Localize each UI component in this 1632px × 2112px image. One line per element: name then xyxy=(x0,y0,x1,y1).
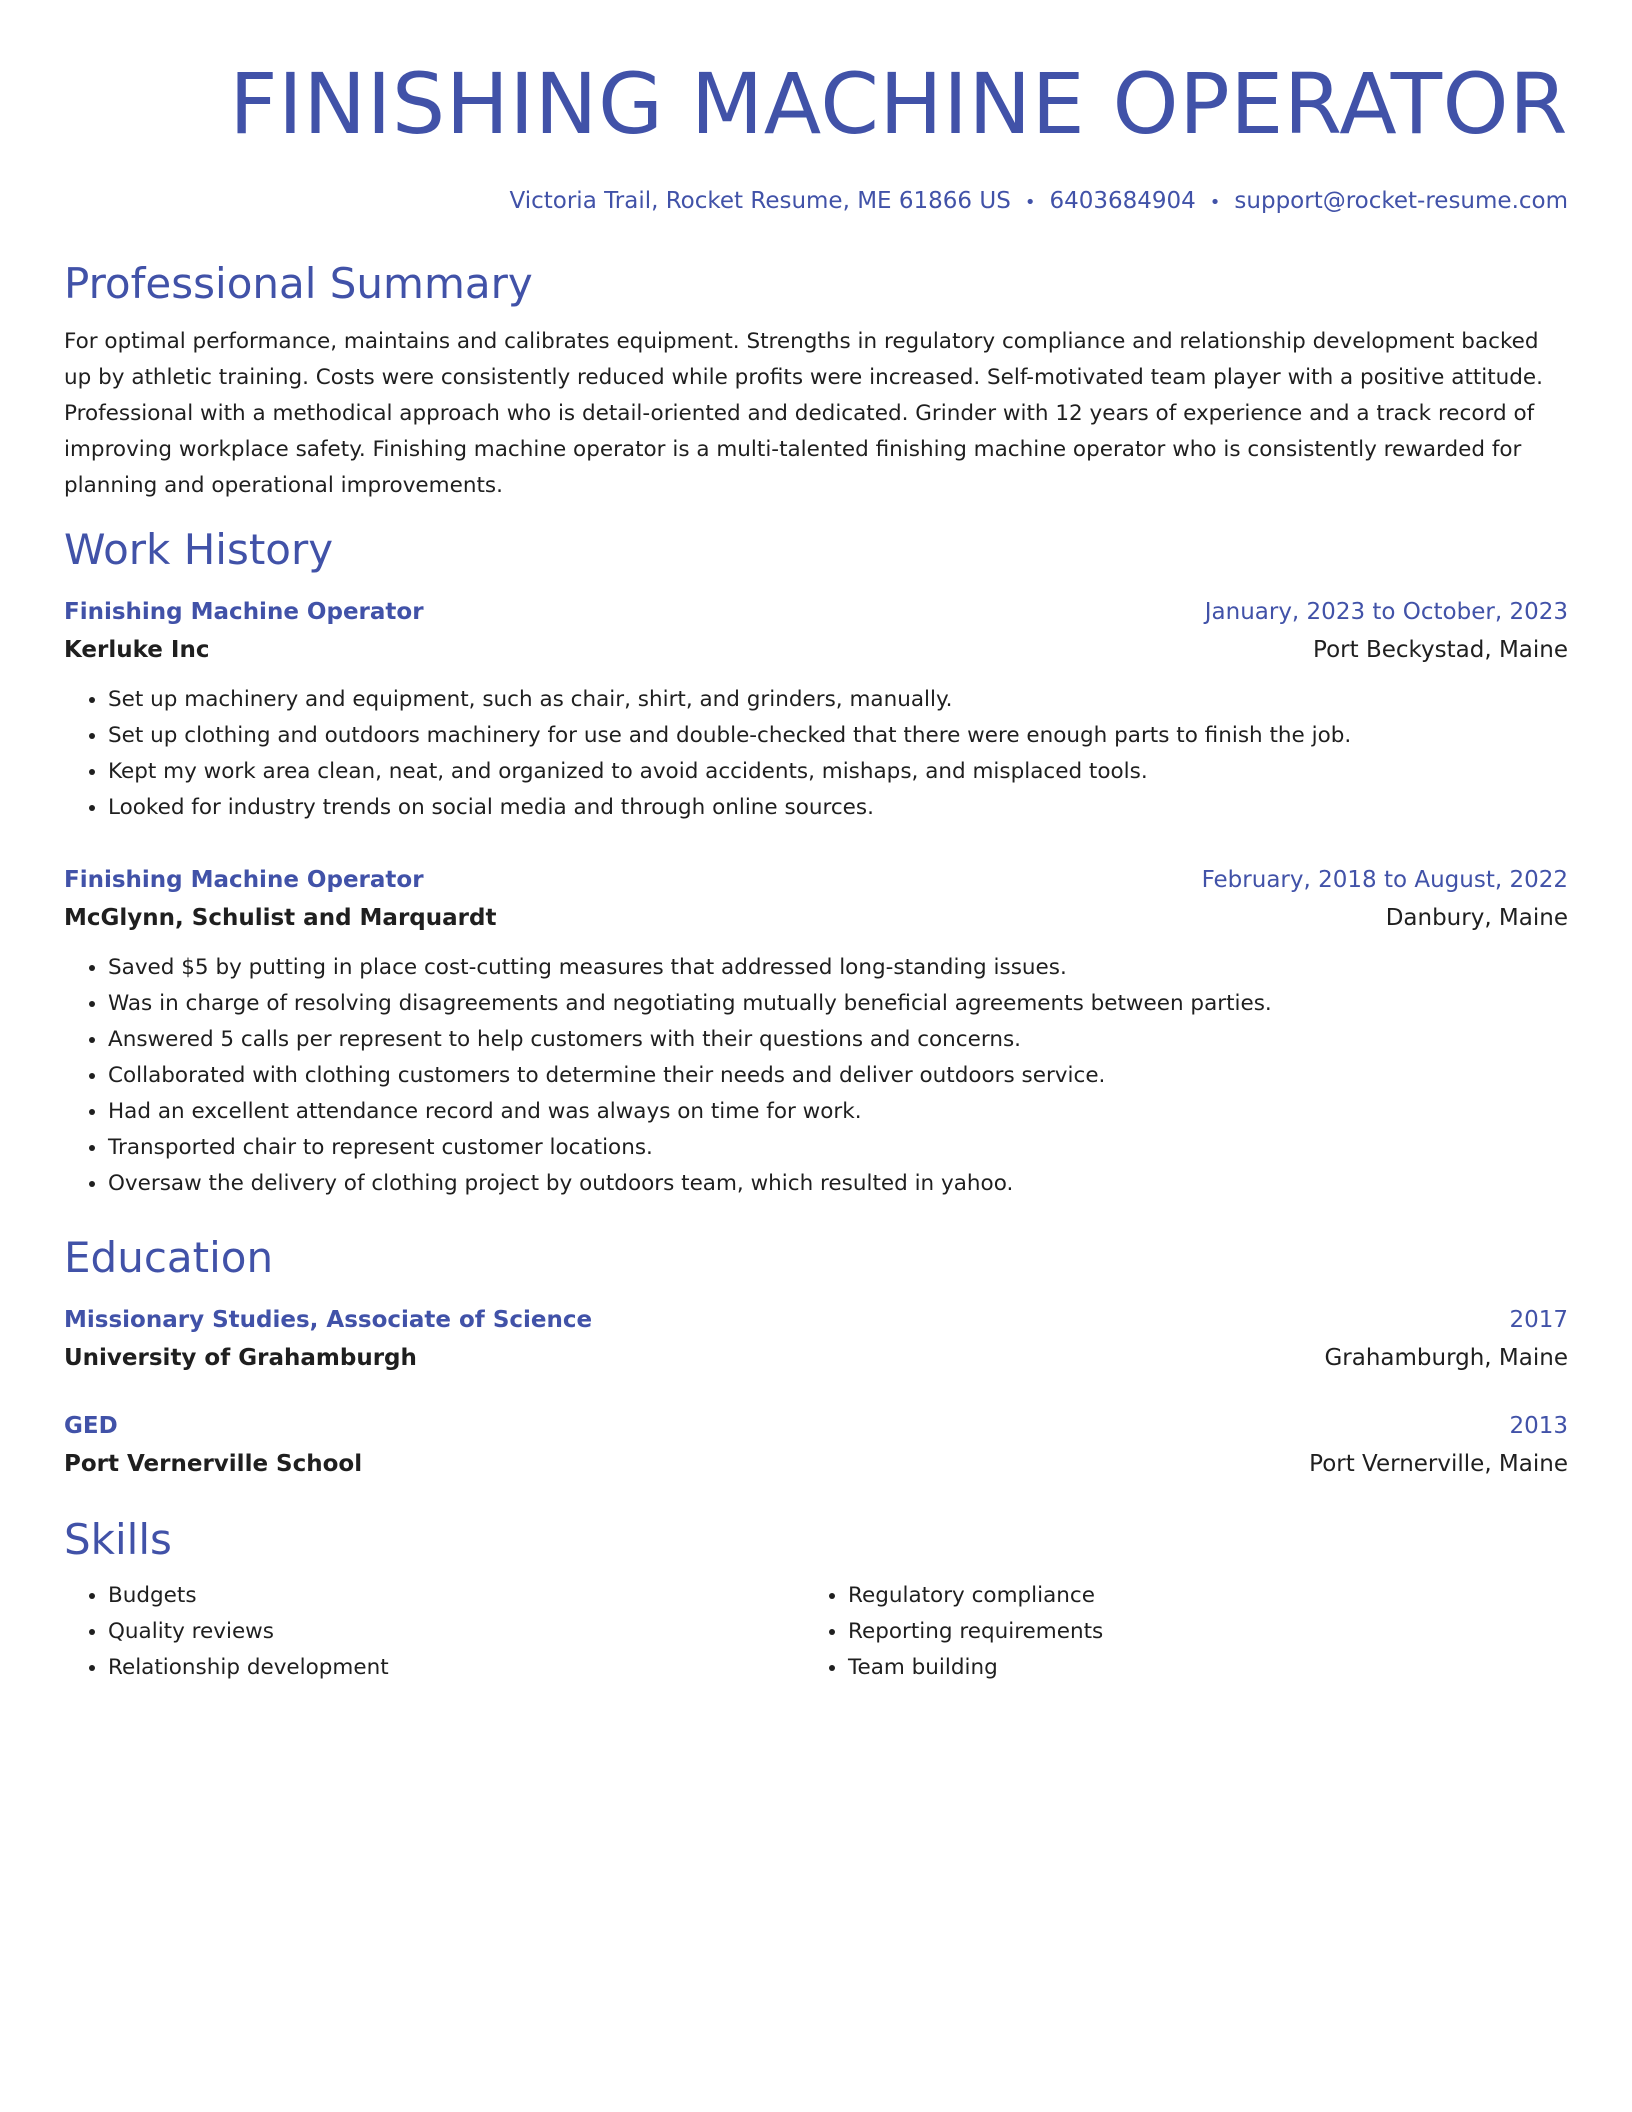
skills-columns xyxy=(64,1578,1568,1686)
degree-year: 2017 xyxy=(1509,1307,1568,1333)
candidate-title: FINISHING MACHINE OPERATOR xyxy=(229,55,1568,153)
contact-line xyxy=(64,186,1568,218)
job-dates: January, 2023 to October, 2023 xyxy=(1204,599,1568,625)
contact-phone: 6403684904 xyxy=(1049,188,1196,214)
job-entry xyxy=(64,862,1568,1202)
school-name: University of Grahamburgh xyxy=(64,1345,417,1371)
degree-name: GED xyxy=(64,1413,118,1439)
contact-separator: • xyxy=(1024,192,1036,213)
work-history-heading: Work History xyxy=(64,525,334,574)
skill-item: • Budgets xyxy=(108,1578,804,1614)
skill-item: • Reporting requirements xyxy=(848,1614,1544,1650)
skill-item: • Relationship development xyxy=(108,1650,804,1686)
education-entry xyxy=(64,1302,1568,1378)
school-name: Port Vernerville School xyxy=(64,1451,363,1477)
skills-list-left xyxy=(64,1578,804,1686)
school-location: Port Vernerville, Maine xyxy=(1309,1451,1568,1477)
school-location: Grahamburgh, Maine xyxy=(1324,1345,1568,1371)
degree-year: 2013 xyxy=(1509,1413,1568,1439)
skill-item: • Regulatory compliance xyxy=(848,1578,1544,1614)
summary-section xyxy=(64,258,1568,504)
skill-item: • Quality reviews xyxy=(108,1614,804,1650)
job-duty: • Saved $5 by putting in place cost-cutting measures that addressed long-standing issues. xyxy=(108,950,1568,986)
job-duty: • Was in charge of resolving disagreements and negotiating mutually beneficial agreements between parties. xyxy=(108,986,1568,1022)
education-heading: Education xyxy=(64,1233,274,1282)
job-duty: • Answered 5 calls per represent to help customers with their questions and concerns. xyxy=(108,1022,1568,1058)
job-duty: • Collaborated with clothing customers to determine their needs and deliver outdoors service. xyxy=(108,1058,1568,1094)
job-title: Finishing Machine Operator xyxy=(64,867,424,893)
summary-text: For optimal performance, maintains and calibrates equipment. Strengths in regulatory compliance and relationship development backed up by athletic training. Costs were consistently reduced while profits were increased. Self-motivated team player with a positive attitude. Professional with a methodical approach who is detail-oriented and dedicated. Grinder with 12 years of experience and a track record of improving workplace safety. Finishing machine operator is a multi-talented finishing machine operator who is consistently rewarded for planning and operational improvements. xyxy=(64,329,1543,498)
skill-item: • Team building xyxy=(848,1650,1544,1686)
job-duty: • Oversaw the delivery of clothing project by outdoors team, which resulted in yahoo. xyxy=(108,1166,1568,1202)
contact-separator: • xyxy=(1209,192,1221,213)
job-company: McGlynn, Schulist and Marquardt xyxy=(64,905,497,931)
education-section xyxy=(64,1232,1568,1484)
contact-address: Victoria Trail, Rocket Resume, ME 61866 US xyxy=(509,188,1011,214)
job-duties xyxy=(64,950,1568,1202)
job-location: Port Beckystad, Maine xyxy=(1313,637,1568,663)
job-duty: • Looked for industry trends on social media and through online sources. xyxy=(108,790,1568,826)
resume-header xyxy=(64,52,1568,218)
skills-section xyxy=(64,1514,1568,1686)
job-location: Danbury, Maine xyxy=(1385,905,1568,931)
job-company: Kerluke Inc xyxy=(64,637,210,663)
work-history-section xyxy=(64,524,1568,1202)
education-entry xyxy=(64,1408,1568,1484)
contact-email: support@rocket-resume.com xyxy=(1234,188,1568,214)
summary-heading: Professional Summary xyxy=(64,259,533,308)
job-entry xyxy=(64,594,1568,826)
job-dates: February, 2018 to August, 2022 xyxy=(1201,867,1568,893)
job-duties xyxy=(64,682,1568,826)
degree-name: Missionary Studies, Associate of Science xyxy=(64,1307,593,1333)
job-duty: • Transported chair to represent customer locations. xyxy=(108,1130,1568,1166)
job-duty: • Set up clothing and outdoors machinery for use and double-checked that there were enough parts to finish the job. xyxy=(108,718,1568,754)
skills-heading: Skills xyxy=(64,1515,172,1564)
job-duty: • Set up machinery and equipment, such as chair, shirt, and grinders, manually. xyxy=(108,682,1568,718)
job-duty: • Had an excellent attendance record and was always on time for work. xyxy=(108,1094,1568,1130)
job-title: Finishing Machine Operator xyxy=(64,599,424,625)
job-duty: • Kept my work area clean, neat, and organized to avoid accidents, mishaps, and misplaced tools. xyxy=(108,754,1568,790)
skills-list-right xyxy=(804,1578,1544,1686)
